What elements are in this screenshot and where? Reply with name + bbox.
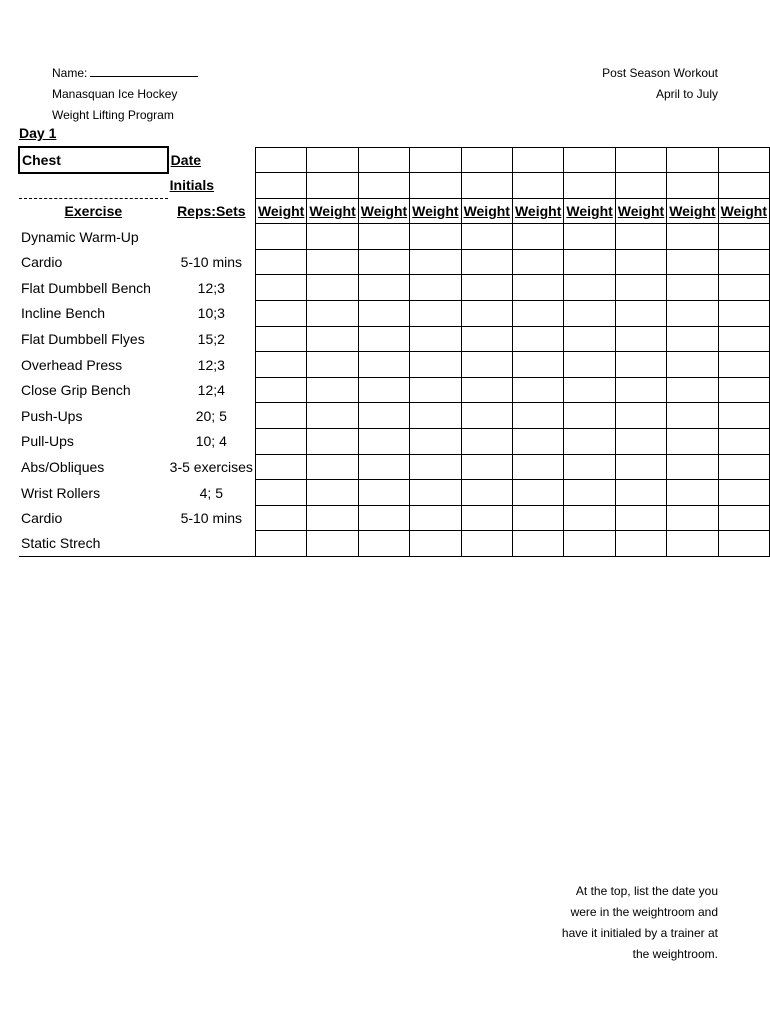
exercise-name: Cardio (21, 510, 63, 527)
weight-entry-cell[interactable] (564, 454, 615, 480)
weight-entry-cell[interactable] (667, 403, 718, 429)
weight-header (512, 198, 563, 224)
exercise-row (19, 480, 770, 506)
exercise-row (19, 531, 770, 557)
exercise-name: Wrist Rollers (21, 484, 101, 501)
weight-header-text: Weight (566, 202, 613, 219)
weight-header-text: Weight (309, 202, 356, 219)
instruction-note (562, 881, 718, 965)
date-cell[interactable] (512, 147, 563, 173)
column-header-row (19, 198, 770, 224)
weight-entry-cell[interactable] (410, 403, 461, 429)
weight-entry-cell[interactable] (307, 480, 358, 506)
weight-entry-cell[interactable] (410, 352, 461, 378)
weight-entry-cell[interactable] (564, 352, 615, 378)
weight-entry-cell[interactable] (512, 224, 563, 250)
weight-entry-cell[interactable] (461, 454, 512, 480)
weight-entry-cell[interactable] (564, 531, 615, 557)
weight-entry-cell[interactable] (615, 249, 666, 275)
weight-entry-cell[interactable] (667, 377, 718, 403)
weight-header-text: Weight (257, 202, 305, 219)
weight-entry-cell[interactable] (461, 377, 512, 403)
reps-sets-value (168, 224, 256, 250)
weight-entry-cell[interactable] (667, 480, 718, 506)
weight-entry-cell[interactable] (461, 326, 512, 352)
weight-entry-cell[interactable] (718, 301, 769, 327)
note-line: the weightroom. (632, 947, 718, 961)
workout-title: Post Season Workout (602, 66, 718, 80)
weight-entry-cell[interactable] (718, 531, 769, 557)
weight-entry-cell[interactable] (718, 326, 769, 352)
name-blank-line[interactable] (90, 65, 198, 77)
section-label: Chest (19, 147, 168, 173)
weight-entry-cell[interactable] (718, 224, 769, 250)
weight-entry-cell[interactable] (307, 301, 358, 327)
weight-entry-cell[interactable] (307, 224, 358, 250)
weight-entry-cell[interactable] (512, 352, 563, 378)
date-row (19, 147, 770, 173)
weight-entry-cell[interactable] (410, 301, 461, 327)
weight-entry-cell[interactable] (307, 505, 358, 531)
weight-entry-cell[interactable] (255, 275, 306, 301)
weight-entry-cell[interactable] (410, 326, 461, 352)
weight-entry-cell[interactable] (358, 403, 409, 429)
weight-entry-cell[interactable] (255, 403, 306, 429)
weight-entry-cell[interactable] (255, 531, 306, 557)
weight-header-text: Weight (669, 202, 716, 219)
weight-entry-cell[interactable] (358, 224, 409, 250)
weight-entry-cell[interactable] (255, 377, 306, 403)
weight-entry-cell[interactable] (512, 275, 563, 301)
weight-entry-cell[interactable] (358, 301, 409, 327)
weight-entry-cell[interactable] (667, 301, 718, 327)
reps-sets-value: 12;3 (168, 352, 256, 378)
weight-entry-cell[interactable] (615, 326, 666, 352)
weight-entry-cell[interactable] (615, 301, 666, 327)
weight-entry-cell[interactable] (667, 224, 718, 250)
weight-entry-cell[interactable] (667, 531, 718, 557)
weight-entry-cell[interactable] (358, 454, 409, 480)
date-label: Date (170, 151, 202, 168)
exercise-header (19, 198, 168, 224)
weight-entry-cell[interactable] (255, 301, 306, 327)
exercise-row (19, 352, 770, 378)
weight-entry-cell[interactable] (512, 301, 563, 327)
weight-entry-cell[interactable] (718, 249, 769, 275)
exercise-row (19, 224, 770, 250)
weight-header-text: Weight (617, 202, 665, 219)
date-cell[interactable] (667, 147, 718, 173)
initials-cell[interactable] (615, 173, 666, 199)
exercise-name: Push-Ups (21, 407, 83, 424)
weight-entry-cell[interactable] (461, 352, 512, 378)
weight-header (667, 198, 718, 224)
exercise-row (19, 454, 770, 480)
weight-entry-cell[interactable] (358, 249, 409, 275)
weight-entry-cell[interactable] (461, 275, 512, 301)
weight-entry-cell[interactable] (512, 454, 563, 480)
reps-sets-value: 3-5 exercises (168, 454, 256, 480)
exercise-row (19, 505, 770, 531)
header-right (602, 63, 718, 105)
workout-table (18, 146, 770, 557)
exercise-name: Incline Bench (21, 305, 106, 322)
exercise-row (19, 275, 770, 301)
weight-entry-cell[interactable] (615, 429, 666, 455)
initials-cell[interactable] (461, 173, 512, 199)
initials-cell[interactable] (307, 173, 358, 199)
date-label-cell (168, 147, 256, 173)
reps-sets-value: 20; 5 (168, 403, 256, 429)
weight-entry-cell[interactable] (255, 352, 306, 378)
reps-sets-value: 10;3 (168, 301, 256, 327)
weight-entry-cell[interactable] (358, 505, 409, 531)
weight-entry-cell[interactable] (615, 275, 666, 301)
date-cell[interactable] (564, 147, 615, 173)
weight-entry-cell[interactable] (564, 326, 615, 352)
weight-entry-cell[interactable] (615, 403, 666, 429)
initials-cell[interactable] (358, 173, 409, 199)
weight-entry-cell[interactable] (461, 301, 512, 327)
weight-entry-cell[interactable] (255, 480, 306, 506)
reps-sets-value: 12;3 (168, 275, 256, 301)
weight-header (461, 198, 512, 224)
exercise-row (19, 429, 770, 455)
weight-entry-cell[interactable] (667, 275, 718, 301)
weight-entry-cell[interactable] (307, 326, 358, 352)
weight-entry-cell[interactable] (410, 224, 461, 250)
weight-header (564, 198, 615, 224)
weight-entry-cell[interactable] (307, 454, 358, 480)
weight-entry-cell[interactable] (307, 403, 358, 429)
weight-entry-cell[interactable] (358, 480, 409, 506)
weight-entry-cell[interactable] (255, 224, 306, 250)
weight-entry-cell[interactable] (564, 429, 615, 455)
weight-entry-cell[interactable] (564, 480, 615, 506)
weight-entry-cell[interactable] (461, 403, 512, 429)
initials-label: Initials (169, 177, 215, 194)
initials-cell[interactable] (512, 173, 563, 199)
weight-entry-cell[interactable] (358, 275, 409, 301)
weight-entry-cell[interactable] (410, 249, 461, 275)
date-cell[interactable] (615, 147, 666, 173)
weight-header-text: Weight (360, 202, 408, 219)
weight-entry-cell[interactable] (718, 403, 769, 429)
weight-entry-cell[interactable] (615, 480, 666, 506)
weight-header (615, 198, 666, 224)
weight-entry-cell[interactable] (615, 531, 666, 557)
exercise-row (19, 249, 770, 275)
workout-period: April to July (655, 87, 718, 101)
exercise-row (19, 301, 770, 327)
reps-sets-value: 12;4 (168, 377, 256, 403)
exercise-row (19, 403, 770, 429)
weight-entry-cell[interactable] (461, 249, 512, 275)
weight-entry-cell[interactable] (358, 377, 409, 403)
weight-entry-cell[interactable] (564, 301, 615, 327)
initials-cell[interactable] (564, 173, 615, 199)
weight-entry-cell[interactable] (718, 352, 769, 378)
weight-entry-cell[interactable] (512, 429, 563, 455)
exercise-name: Overhead Press (21, 356, 123, 373)
weight-entry-cell[interactable] (255, 505, 306, 531)
exercise-name: Static Strech (19, 531, 168, 557)
exercise-name: Pull-Ups (21, 433, 74, 450)
team-name: Manasquan Ice Hockey (52, 87, 178, 101)
weight-header-text: Weight (720, 202, 767, 219)
weight-entry-cell[interactable] (255, 249, 306, 275)
weight-entry-cell[interactable] (358, 352, 409, 378)
exercise-name: Dynamic Warm-Up (21, 228, 139, 245)
weight-entry-cell[interactable] (615, 454, 666, 480)
reps-sets-value (168, 531, 256, 557)
weight-entry-cell[interactable] (410, 275, 461, 301)
weight-entry-cell[interactable] (307, 275, 358, 301)
weight-entry-cell[interactable] (512, 505, 563, 531)
note-line: have it initialed by a trainer at (561, 926, 718, 940)
weight-entry-cell[interactable] (512, 403, 563, 429)
reps-header-text: Reps:Sets (177, 202, 246, 219)
weight-entry-cell[interactable] (358, 429, 409, 455)
weight-header-text: Weight (514, 202, 562, 219)
weight-entry-cell[interactable] (564, 403, 615, 429)
weight-entry-cell[interactable] (461, 531, 512, 557)
date-cell[interactable] (461, 147, 512, 173)
date-cell[interactable] (358, 147, 409, 173)
weight-entry-cell[interactable] (512, 377, 563, 403)
weight-entry-cell[interactable] (667, 249, 718, 275)
reps-sets-value: 4; 5 (168, 480, 256, 506)
initials-row (19, 173, 770, 199)
reps-header (168, 198, 256, 224)
reps-sets-value: 10; 4 (168, 429, 256, 455)
exercise-name: Abs/Obliques (21, 458, 105, 475)
weight-entry-cell[interactable] (410, 429, 461, 455)
reps-sets-value: 5-10 mins (168, 249, 256, 275)
weight-entry-cell[interactable] (461, 429, 512, 455)
weight-entry-cell[interactable] (667, 454, 718, 480)
day-label: Day 1 (19, 125, 57, 141)
exercise-row (19, 377, 770, 403)
weight-entry-cell[interactable] (718, 377, 769, 403)
initials-cell[interactable] (410, 173, 461, 199)
weight-entry-cell[interactable] (512, 249, 563, 275)
weight-entry-cell[interactable] (667, 326, 718, 352)
exercise-name: Cardio (21, 254, 63, 271)
blank-label-cell (19, 173, 168, 199)
weight-entry-cell[interactable] (358, 326, 409, 352)
weight-entry-cell[interactable] (615, 377, 666, 403)
reps-sets-value: 15;2 (168, 326, 256, 352)
date-cell[interactable] (718, 147, 769, 173)
weight-entry-cell[interactable] (667, 352, 718, 378)
weight-header (255, 198, 306, 224)
weight-entry-cell[interactable] (615, 224, 666, 250)
weight-entry-cell[interactable] (255, 429, 306, 455)
date-cell[interactable] (307, 147, 358, 173)
initials-cell[interactable] (718, 173, 769, 199)
weight-entry-cell[interactable] (410, 454, 461, 480)
initials-cell[interactable] (255, 173, 306, 199)
weight-header (358, 198, 409, 224)
weight-entry-cell[interactable] (718, 275, 769, 301)
weight-entry-cell[interactable] (564, 377, 615, 403)
weight-entry-cell[interactable] (667, 505, 718, 531)
weight-entry-cell[interactable] (307, 377, 358, 403)
weight-header (410, 198, 461, 224)
weight-entry-cell[interactable] (718, 480, 769, 506)
weight-entry-cell[interactable] (718, 429, 769, 455)
weight-entry-cell[interactable] (615, 352, 666, 378)
weight-entry-cell[interactable] (564, 505, 615, 531)
weight-entry-cell[interactable] (564, 275, 615, 301)
weight-entry-cell[interactable] (358, 531, 409, 557)
note-line: At the top, list the date you (575, 884, 718, 898)
exercise-header-text: Exercise (64, 203, 123, 220)
weight-header-text: Weight (412, 202, 459, 219)
weight-header (718, 198, 769, 224)
weight-entry-cell[interactable] (410, 377, 461, 403)
weight-entry-cell[interactable] (461, 224, 512, 250)
weight-entry-cell[interactable] (512, 480, 563, 506)
reps-sets-value: 5-10 mins (168, 505, 256, 531)
weight-entry-cell[interactable] (307, 531, 358, 557)
exercise-name: Flat Dumbbell Flyes (21, 330, 145, 347)
exercise-name: Flat Dumbbell Bench (21, 279, 151, 296)
initials-label-cell (168, 173, 256, 199)
weight-entry-cell[interactable] (255, 454, 306, 480)
weight-entry-cell[interactable] (564, 249, 615, 275)
exercise-name: Close Grip Bench (21, 382, 131, 399)
weight-entry-cell[interactable] (410, 505, 461, 531)
weight-entry-cell[interactable] (512, 531, 563, 557)
weight-entry-cell[interactable] (307, 352, 358, 378)
name-label: Name: (52, 66, 88, 80)
weight-entry-cell[interactable] (410, 480, 461, 506)
program-name: Weight Lifting Program (52, 108, 174, 122)
weight-header-text: Weight (463, 202, 510, 219)
weight-entry-cell[interactable] (718, 454, 769, 480)
note-line: were in the weightroom and (570, 905, 718, 919)
weight-entry-cell[interactable] (615, 505, 666, 531)
weight-header (307, 198, 358, 224)
weight-entry-cell[interactable] (307, 249, 358, 275)
initials-cell[interactable] (667, 173, 718, 199)
weight-entry-cell[interactable] (564, 224, 615, 250)
weight-entry-cell[interactable] (461, 480, 512, 506)
weight-entry-cell[interactable] (461, 505, 512, 531)
weight-entry-cell[interactable] (512, 326, 563, 352)
date-cell[interactable] (255, 147, 306, 173)
weight-entry-cell[interactable] (718, 505, 769, 531)
exercise-row (19, 326, 770, 352)
weight-entry-cell[interactable] (255, 326, 306, 352)
weight-entry-cell[interactable] (410, 531, 461, 557)
header-left (52, 63, 198, 126)
weight-entry-cell[interactable] (667, 429, 718, 455)
weight-entry-cell[interactable] (307, 429, 358, 455)
name-field (52, 63, 198, 84)
date-cell[interactable] (410, 147, 461, 173)
